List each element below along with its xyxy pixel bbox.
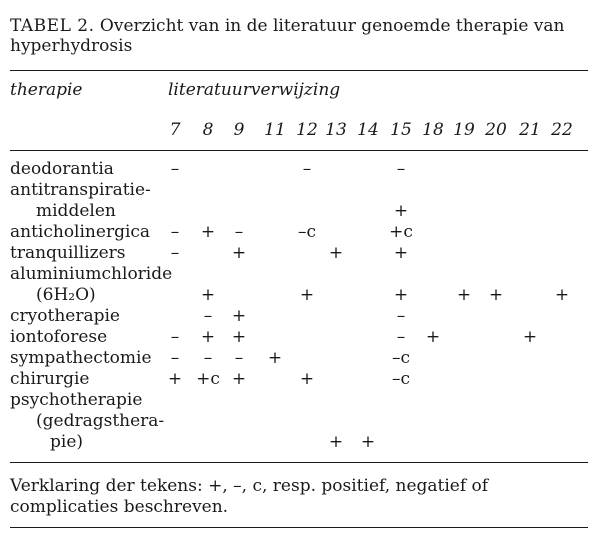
- table-cell: +: [360, 432, 376, 452]
- table-cell: +: [328, 243, 344, 263]
- table-cell: –: [396, 327, 406, 347]
- table-cell: +: [522, 327, 538, 347]
- table-cell: +: [200, 285, 216, 305]
- table-cell: +: [393, 285, 409, 305]
- table-cell: –: [203, 348, 213, 368]
- table-cell: –: [170, 243, 180, 263]
- table-cell: –: [170, 348, 180, 368]
- table-cell: –: [170, 327, 180, 347]
- table-cell: +: [231, 369, 247, 389]
- top-rule: [10, 70, 588, 71]
- row-label: psychotherapie: [10, 390, 143, 410]
- table-title: Overzicht van in de literatuur genoemde therapie van hyperhydrosis: [10, 16, 565, 56]
- reference-column-7: 7: [169, 120, 181, 140]
- header-rule: [10, 150, 588, 151]
- table-cell: +c: [196, 369, 220, 389]
- table-cell: +: [231, 327, 247, 347]
- reference-column-22: 22: [551, 120, 573, 140]
- row-label: (gedragsthera-: [36, 411, 165, 431]
- table-cell: +: [299, 369, 315, 389]
- reference-column-21: 21: [519, 120, 541, 140]
- row-label: aluminiumchloride: [10, 264, 173, 284]
- table-cell: +: [299, 285, 315, 305]
- body-rule: [10, 462, 588, 463]
- table-cell: +c: [389, 222, 413, 242]
- row-label: tranquillizers: [10, 243, 126, 263]
- table-cell: +: [425, 327, 441, 347]
- row-label: deodorantia: [10, 159, 114, 179]
- table-cell: +: [328, 432, 344, 452]
- reference-column-11: 11: [264, 120, 286, 140]
- reference-column-15: 15: [390, 120, 412, 140]
- row-label: (6H₂O): [36, 285, 96, 305]
- reference-column-14: 14: [357, 120, 379, 140]
- table-note: Verklaring der tekens: +, –, c, resp. positief, negatief of complicaties beschreven.: [10, 476, 489, 517]
- reference-column-19: 19: [453, 120, 475, 140]
- column-header-literatuurverwijzing: literatuurverwijzing: [168, 80, 341, 100]
- table-cell: +: [393, 201, 409, 221]
- table-cell: –: [234, 222, 244, 242]
- row-label: chirurgie: [10, 369, 90, 389]
- bottom-rule: [10, 527, 588, 528]
- row-label: middelen: [36, 201, 116, 221]
- column-header-therapie: therapie: [10, 80, 83, 100]
- table-caption: [10, 16, 588, 56]
- table-cell: –: [170, 222, 180, 242]
- table-cell: –: [396, 159, 406, 179]
- table-cell: +: [554, 285, 570, 305]
- table-cell: +: [231, 243, 247, 263]
- row-label: antitranspiratie-: [10, 180, 151, 200]
- table-cell: –: [170, 159, 180, 179]
- table-cell: +: [456, 285, 472, 305]
- row-label: anticholinergica: [10, 222, 151, 242]
- table-cell: +: [167, 369, 183, 389]
- table-cell: –: [234, 348, 244, 368]
- table-cell: +: [393, 243, 409, 263]
- row-label: sympathectomie: [10, 348, 152, 368]
- table-cell: –c: [391, 348, 411, 368]
- table-cell: +: [200, 222, 216, 242]
- reference-column-18: 18: [422, 120, 444, 140]
- table-cell: +: [267, 348, 283, 368]
- reference-column-13: 13: [325, 120, 347, 140]
- table-cell: –c: [391, 369, 411, 389]
- row-label: cryotherapie: [10, 306, 120, 326]
- table-cell: +: [200, 327, 216, 347]
- table-cell: –c: [297, 222, 317, 242]
- table-number: TABEL 2.: [10, 16, 95, 36]
- table-cell: +: [231, 306, 247, 326]
- reference-column-12: 12: [296, 120, 318, 140]
- row-label: pie): [50, 432, 84, 452]
- reference-column-20: 20: [485, 120, 507, 140]
- table-cell: –: [203, 306, 213, 326]
- reference-column-9: 9: [233, 120, 245, 140]
- table-cell: –: [396, 306, 406, 326]
- table-cell: +: [488, 285, 504, 305]
- reference-column-8: 8: [202, 120, 214, 140]
- row-label: iontoforese: [10, 327, 108, 347]
- table-cell: –: [302, 159, 312, 179]
